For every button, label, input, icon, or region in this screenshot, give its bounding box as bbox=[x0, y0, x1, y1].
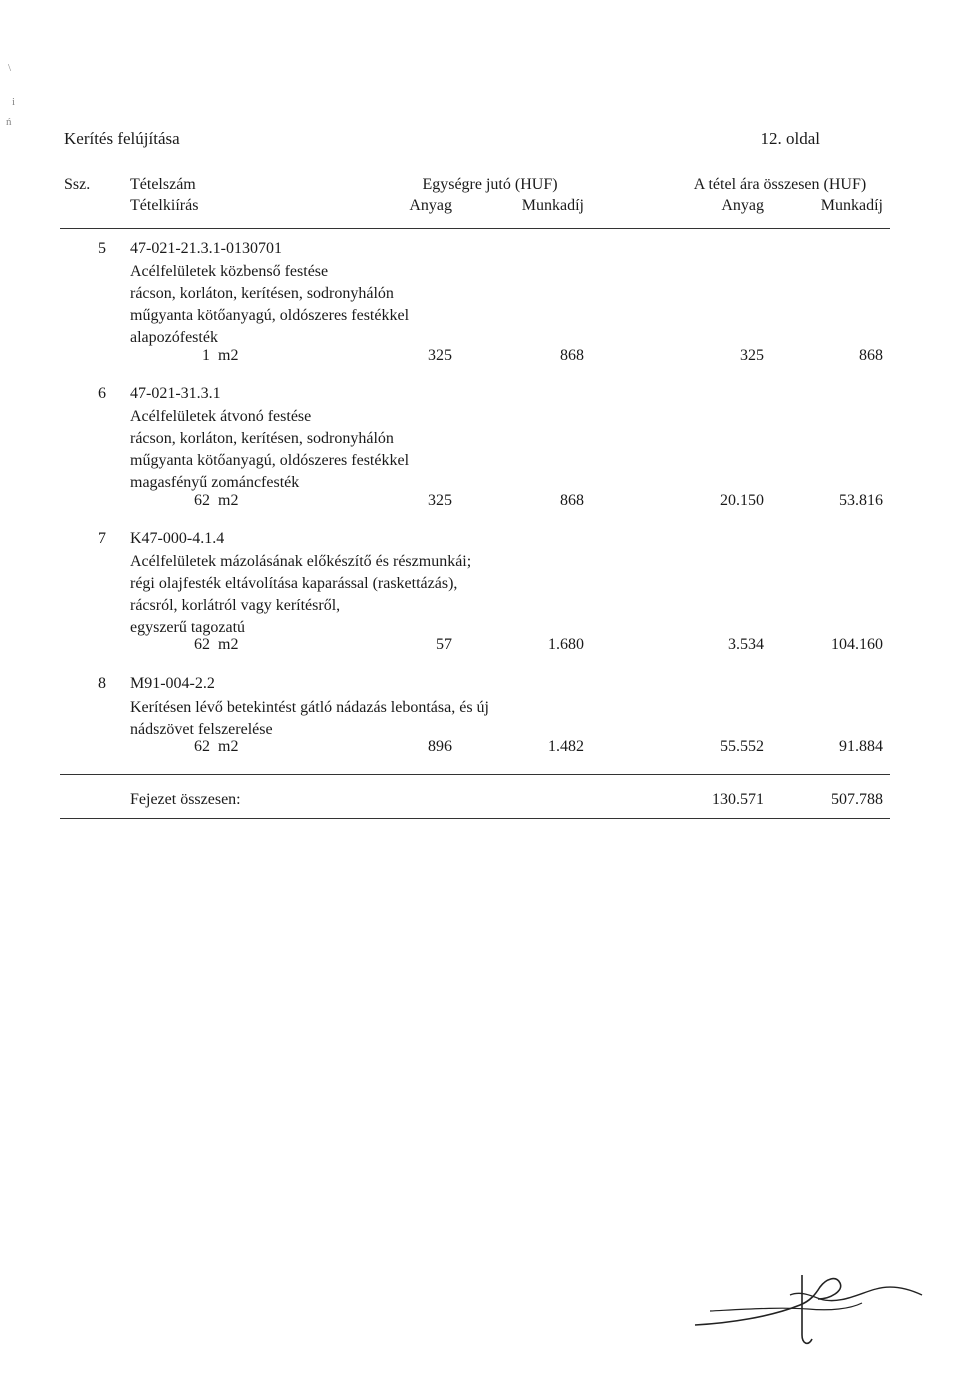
item-number: 7 bbox=[98, 530, 106, 547]
total-top-rule bbox=[60, 774, 890, 775]
item-code: M91-004-2.2 bbox=[130, 675, 215, 692]
item-munkadij-total: 53.816 bbox=[839, 492, 883, 509]
col-ssz: Ssz. bbox=[64, 176, 91, 193]
total-bottom-rule bbox=[60, 818, 890, 819]
item-munkadij-unit: 1.680 bbox=[548, 636, 584, 653]
item-qty: 62 bbox=[194, 492, 210, 509]
item-code: 47-021-31.3.1 bbox=[130, 385, 221, 402]
total-munkadij: 507.788 bbox=[831, 791, 883, 808]
margin-speck: ń bbox=[6, 116, 12, 128]
item-qty: 62 bbox=[194, 636, 210, 653]
item-desc-line: Kerítésen lévő betekintést gátló nádazás lebontása, és új bbox=[130, 699, 489, 716]
item-number: 5 bbox=[98, 240, 106, 257]
item-munkadij-total: 868 bbox=[859, 347, 883, 364]
item-anyag-total: 55.552 bbox=[720, 738, 764, 755]
item-desc-line: Acélfelületek közbenső festése bbox=[130, 263, 329, 280]
col-munkadij-total: Munkadíj bbox=[820, 197, 883, 214]
item-desc-line: rácsról, korlátról vagy kerítésről, bbox=[130, 597, 341, 614]
margin-speck: \ bbox=[8, 62, 12, 74]
item-unit: m2 bbox=[218, 492, 239, 509]
col-munkadij-unit: Munkadíj bbox=[521, 197, 584, 214]
col-tetelszam: Tételszám bbox=[130, 176, 196, 193]
item-munkadij-total: 91.884 bbox=[839, 738, 883, 755]
item-anyag-unit: 325 bbox=[428, 347, 452, 364]
item-desc-line: magasfényű zománcfesték bbox=[130, 474, 300, 491]
item-munkadij-unit: 868 bbox=[560, 347, 584, 364]
item-munkadij-total: 104.160 bbox=[831, 636, 883, 653]
col-anyag-unit: Anyag bbox=[409, 197, 452, 214]
item-desc-line: alapozófesték bbox=[130, 329, 218, 346]
item-anyag-unit: 325 bbox=[428, 492, 452, 509]
item-desc-line: műgyanta kötőanyagú, oldószeres festékkel bbox=[130, 452, 410, 469]
col-anyag-total: Anyag bbox=[721, 197, 764, 214]
item-desc-line: rácson, korláton, kerítésen, sodronyhálón bbox=[130, 430, 394, 447]
item-code: 47-021-21.3.1-0130701 bbox=[130, 240, 282, 257]
total-anyag: 130.571 bbox=[712, 791, 764, 808]
item-anyag-unit: 896 bbox=[428, 738, 452, 755]
item-munkadij-unit: 868 bbox=[560, 492, 584, 509]
col-osszesen: A tétel ára összesen (HUF) bbox=[693, 176, 867, 193]
item-qty: 1 bbox=[202, 347, 210, 364]
item-unit: m2 bbox=[218, 636, 239, 653]
header-rule bbox=[60, 228, 890, 229]
signature bbox=[690, 1265, 930, 1355]
item-qty: 62 bbox=[194, 738, 210, 755]
item-code: K47-000-4.1.4 bbox=[130, 530, 225, 547]
item-desc-line: régi olajfesték eltávolítása kaparással (raskettázás), bbox=[130, 575, 458, 592]
margin-speck: i bbox=[12, 96, 16, 108]
item-anyag-total: 3.534 bbox=[728, 636, 764, 653]
item-anyag-total: 20.150 bbox=[720, 492, 764, 509]
item-munkadij-unit: 1.482 bbox=[548, 738, 584, 755]
total-label: Fejezet összesen: bbox=[130, 791, 241, 808]
item-desc-line: rácson, korláton, kerítésen, sodronyhálón bbox=[130, 285, 394, 302]
document-title: Kerítés felújítása bbox=[64, 129, 180, 148]
item-desc-line: Acélfelületek átvonó festése bbox=[130, 408, 312, 425]
page-number: 12. oldal bbox=[760, 129, 820, 148]
item-desc-line: műgyanta kötőanyagú, oldószeres festékkel bbox=[130, 307, 410, 324]
col-egysegre: Egységre jutó (HUF) bbox=[422, 176, 558, 193]
item-unit: m2 bbox=[218, 738, 239, 755]
item-desc-line: egyszerű tagozatú bbox=[130, 619, 246, 636]
col-tetelkiiras: Tételkiírás bbox=[130, 197, 199, 214]
item-number: 8 bbox=[98, 675, 106, 692]
item-number: 6 bbox=[98, 385, 106, 402]
item-unit: m2 bbox=[218, 347, 239, 364]
item-desc-line: Acélfelületek mázolásának előkészítő és részmunkái; bbox=[130, 553, 472, 570]
item-desc-line: nádszövet felszerelése bbox=[130, 721, 273, 738]
item-anyag-total: 325 bbox=[740, 347, 764, 364]
item-anyag-unit: 57 bbox=[436, 636, 452, 653]
